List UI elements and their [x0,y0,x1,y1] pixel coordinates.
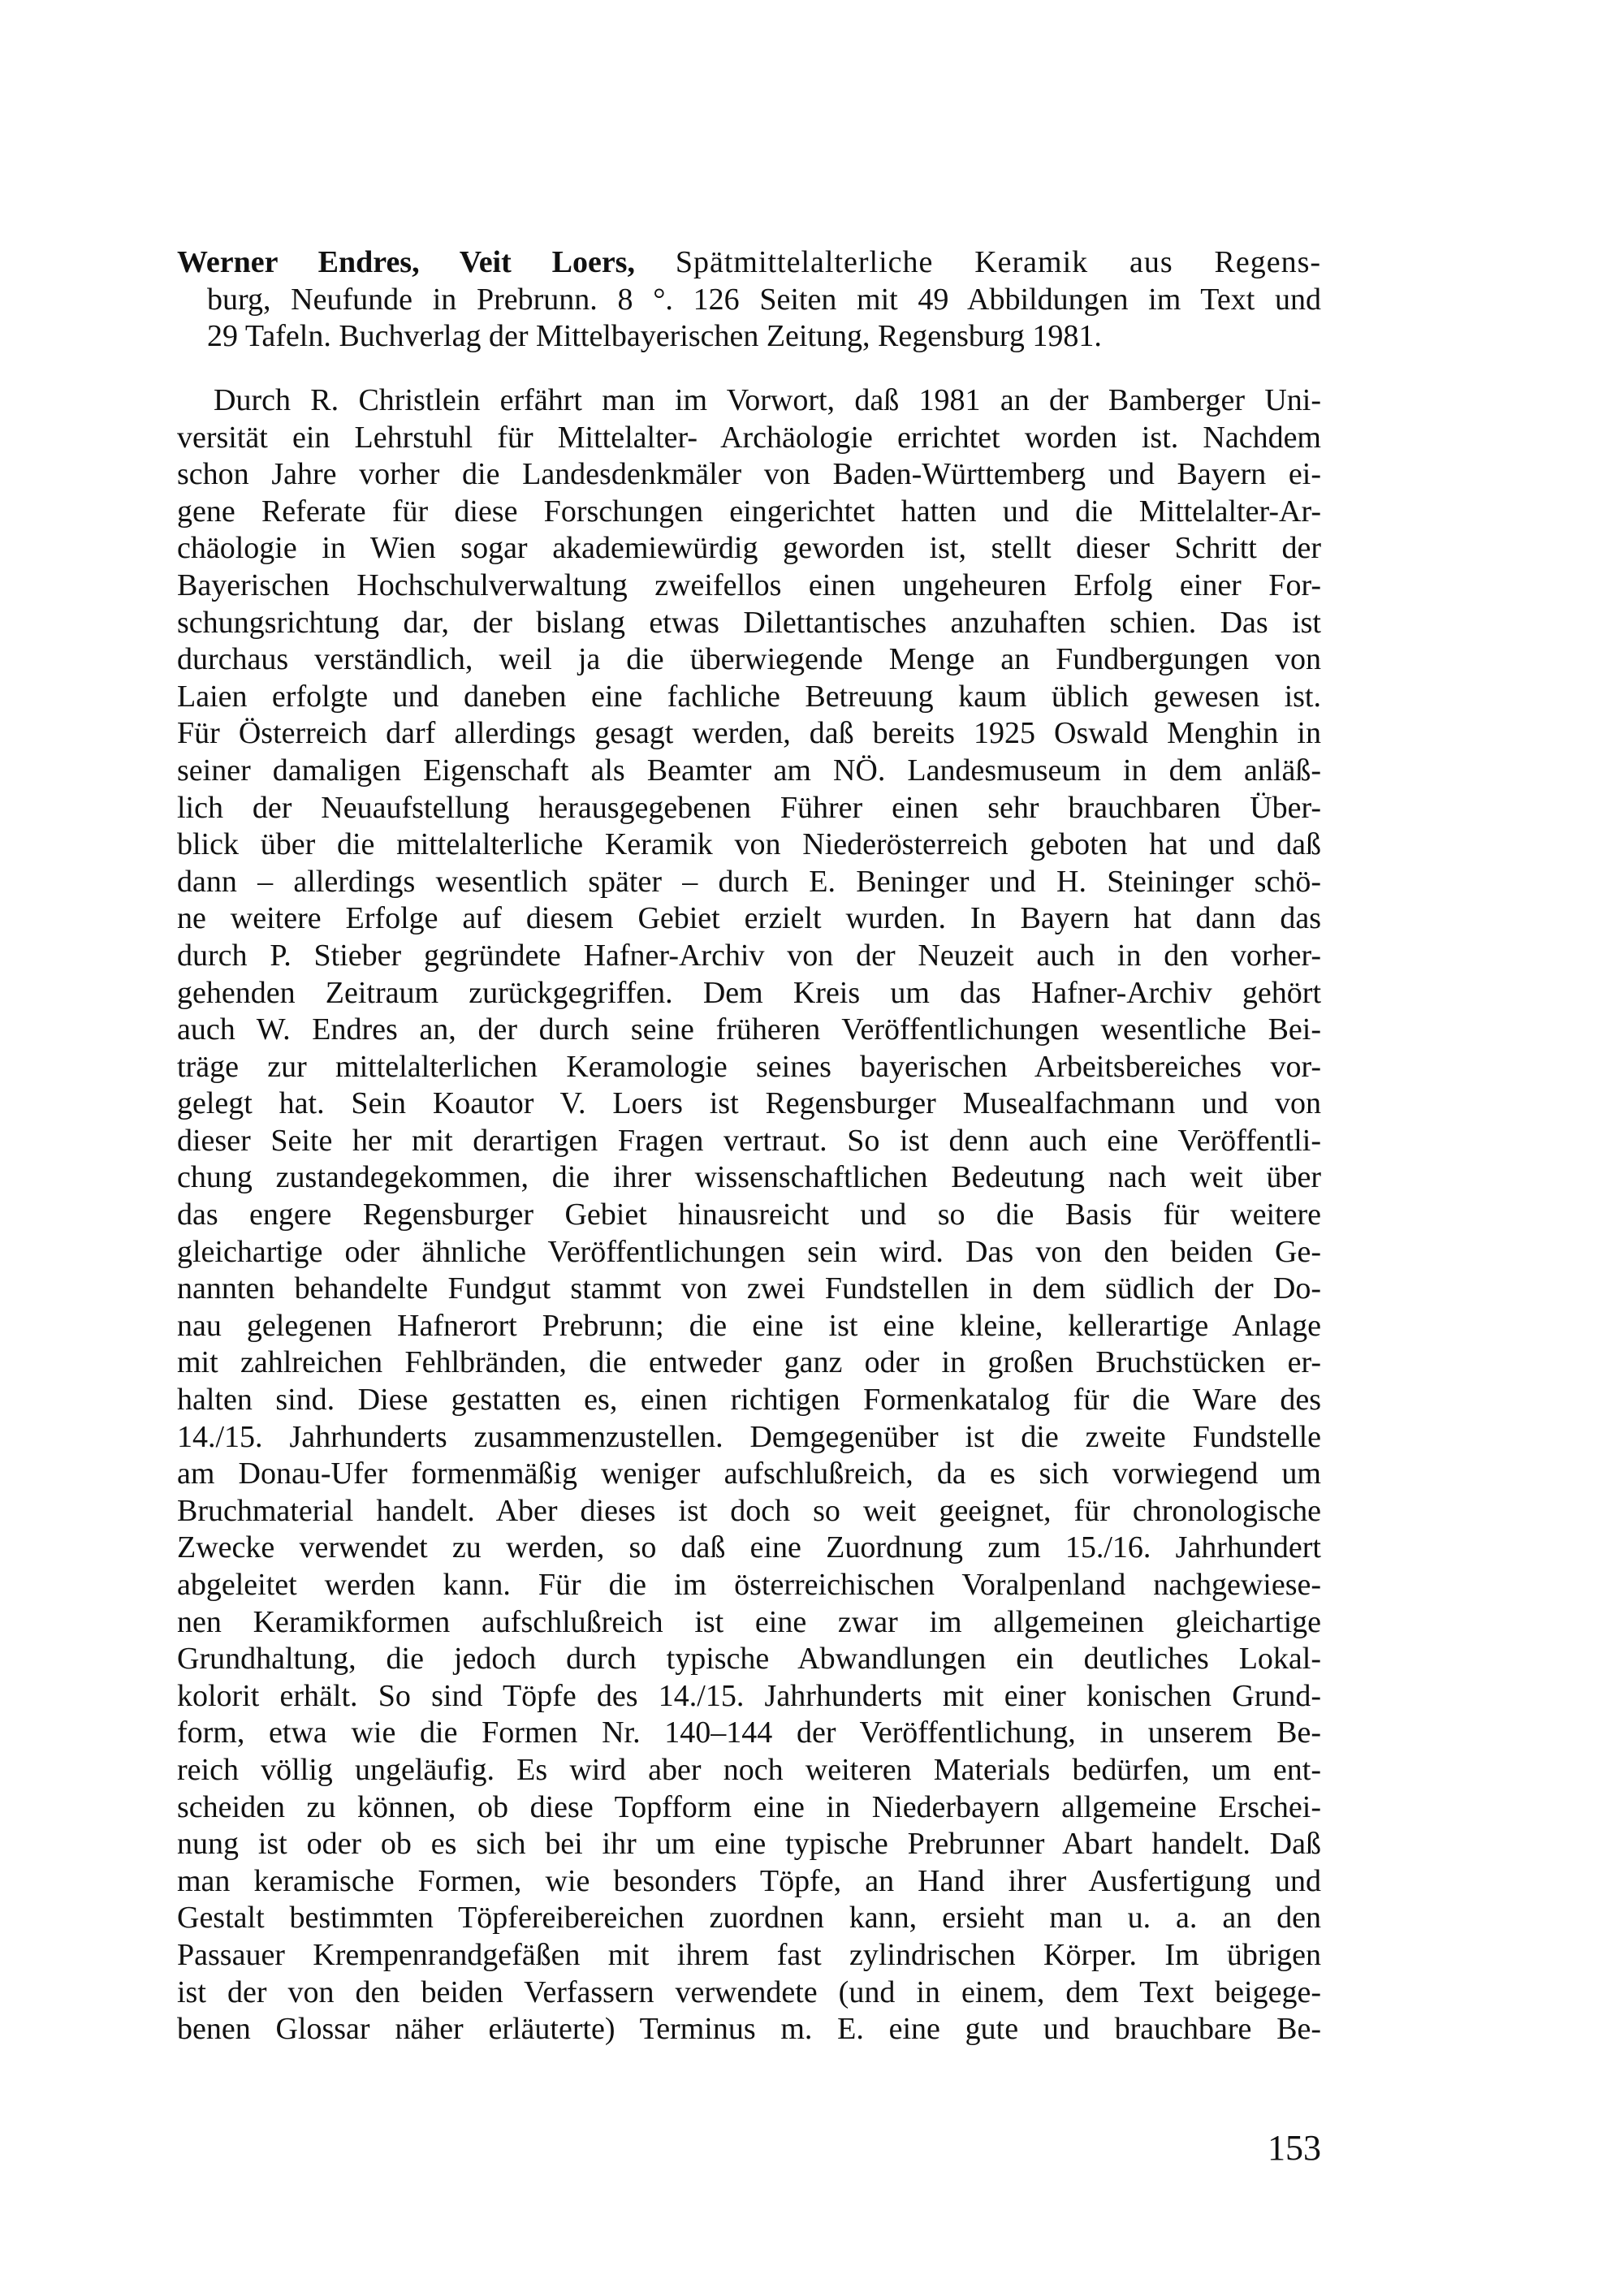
citation-line [177,244,1321,282]
review-body [177,382,1321,2048]
body-line: scheiden zu können, ob diese Topfform eine in Niederbayern allgemeine Erschei- [177,1789,1321,1824]
body-line: dann – allerdings wesentlich später – durch E. Beninger und H. Steininger schö- [177,864,1321,899]
body-line: ist der von den beiden Verfassern verwendete (und in einem, dem Text beigege- [177,1974,1321,2009]
body-line: chäologie in Wien sogar akademiewürdig geworden ist, stellt dieser Schritt der [177,531,1321,566]
body-line: nung ist oder ob es sich bei ihr um eine typische Prebrunner Abart handelt. Daß [177,1827,1321,1862]
body-line: 14./15. Jahrhunderts zusammenzustellen. Demgegenüber ist die zweite Fundstelle [177,1419,1321,1454]
body-line: gleichartige oder ähnliche Veröffentlichungen sein wird. Das von den beiden Ge- [177,1234,1321,1269]
body-line: benen Glossar näher erläuterte) Terminus m. E. eine gute und brauchbare Be- [177,2012,1321,2047]
body-line: nen Keramikformen aufschlußreich ist eine zwar im allgemeinen gleichartige [177,1604,1321,1639]
body-line: mit zahlreichen Fehlbränden, die entweder ganz oder in großen Bruchstücken er- [177,1345,1321,1380]
citation-title: Spätmittelalterliche Keramik aus Regens- [675,245,1322,279]
body-line: gehenden Zeitraum zurückgegriffen. Dem Kreis um das Hafner-Archiv gehört [177,975,1321,1010]
body-line: durch P. Stieber gegründete Hafner-Archiv von der Neuzeit auch in den vorher- [177,938,1321,973]
body-line: träge zur mittelalterlichen Keramologie seines bayerischen Arbeitsbereiches vor- [177,1049,1321,1084]
page-number: 153 [1268,2128,1321,2168]
citation-authors: Werner Endres, Veit Loers, [177,245,635,279]
body-line: Bruchmaterial handelt. Aber dieses ist doch so weit geeignet, für chronologische [177,1493,1321,1528]
body-line: Passauer Krempenrandgefäßen mit ihrem fast zylindrischen Körper. Im übrigen [177,1937,1321,1972]
body-line: man keramische Formen, wie besonders Töpfe, an Hand ihrer Ausfertigung und [177,1863,1321,1898]
body-line: Zwecke verwendet zu werden, so daß eine Zuordnung zum 15./16. Jahrhundert [177,1530,1321,1565]
citation-line: burg, Neufunde in Prebrunn. 8 °. 126 Seiten mit 49 Abbildungen im Text und [207,282,1321,317]
body-line: seiner damaligen Eigenschaft als Beamter am NÖ. Landesmuseum in dem anläß- [177,753,1321,788]
body-line: kolorit erhält. So sind Töpfe des 14./15. Jahrhunderts mit einer konischen Grund- [177,1678,1321,1713]
body-line: auch W. Endres an, der durch seine früheren Veröffentlichungen wesentliche Bei- [177,1012,1321,1047]
body-line: Durch R. Christlein erfährt man im Vorwort, daß 1981 an der Bamberger Uni- [214,383,1321,417]
body-line: form, etwa wie die Formen Nr. 140–144 der Veröffentlichung, in unserem Be- [177,1716,1321,1750]
body-line: Laien erfolgte und daneben eine fachliche Betreuung kaum üblich gewesen ist. [177,679,1321,714]
body-line: gene Referate für diese Forschungen eingerichtet hatten und die Mittelalter-Ar- [177,494,1321,529]
body-line: chung zustandegekommen, die ihrer wissenschaftlichen Bedeutung nach weit über [177,1160,1321,1195]
citation-line: 29 Tafeln. Buchverlag der Mittelbayerischen Zeitung, Regensburg 1981. [207,319,1102,354]
body-line: lich der Neuaufstellung herausgegebenen Führer einen sehr brauchbaren Über- [177,790,1321,825]
body-line: blick über die mittelalterliche Keramik von Niederösterreich geboten hat und daß [177,827,1321,862]
body-line: halten sind. Diese gestatten es, einen richtigen Formenkatalog für die Ware des [177,1383,1321,1418]
body-line: nau gelegenen Hafnerort Prebrunn; die eine ist eine kleine, kellerartige Anlage [177,1308,1321,1343]
body-line: Grundhaltung, die jedoch durch typische Abwandlungen ein deutliches Lokal- [177,1642,1321,1677]
body-line: schungsrichtung dar, der bislang etwas Dilettantisches anzuhaften schien. Das ist [177,605,1321,640]
body-line: das engere Regensburger Gebiet hinausreicht und so die Basis für weitere [177,1198,1321,1232]
book-citation [177,244,1321,356]
body-line: Für Österreich darf allerdings gesagt werden, daß bereits 1925 Oswald Menghin in [177,716,1321,751]
body-line: schon Jahre vorher die Landesdenkmäler von Baden-Württemberg und Bayern ei- [177,457,1321,492]
body-line: gelegt hat. Sein Koautor V. Loers ist Regensburger Musealfachmann und von [177,1086,1321,1121]
body-line: durchaus verständlich, weil ja die überwiegende Menge an Fundbergungen von [177,642,1321,677]
body-line: Bayerischen Hochschulverwaltung zweifellos einen ungeheuren Erfolg einer For- [177,568,1321,602]
body-line: dieser Seite her mit derartigen Fragen vertraut. So ist denn auch eine Veröffentli- [177,1123,1321,1158]
body-line: nannten behandelte Fundgut stammt von zwei Fundstellen in dem südlich der Do- [177,1271,1321,1306]
body-line: abgeleitet werden kann. Für die im österreichischen Voralpenland nachgewiese- [177,1568,1321,1602]
body-line: versität ein Lehrstuhl für Mittelalter- Archäologie errichtet worden ist. Nachdem [177,420,1321,455]
body-line: am Donau-Ufer formenmäßig weniger aufschlußreich, da es sich vorwiegend um [177,1457,1321,1491]
body-line: reich völlig ungeläufig. Es wird aber noch weiteren Materials bedürfen, um ent- [177,1752,1321,1787]
body-line: Gestalt bestimmten Töpfereibereichen zuordnen kann, ersieht man u. a. an den [177,1901,1321,1936]
body-line: ne weitere Erfolge auf diesem Gebiet erzielt wurden. In Bayern hat dann das [177,901,1321,936]
